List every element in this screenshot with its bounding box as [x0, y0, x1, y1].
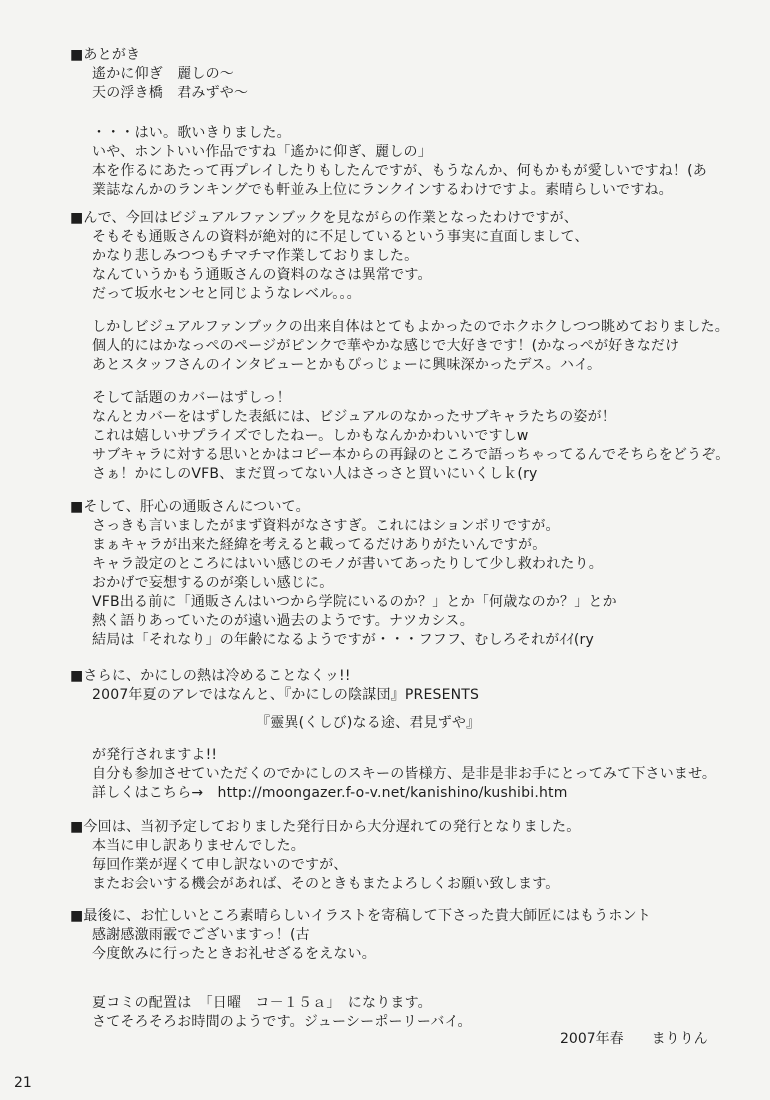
text-line: さっきも言いましたがまず資料がなさすぎ。これにはションボリですが。: [92, 518, 560, 534]
text-line: が発行されますよ!!: [92, 747, 218, 763]
text-line: ■あとがき: [70, 47, 141, 63]
text-line: そして話題のカバーはずしっ！: [92, 390, 291, 406]
signature-date: 2007年春: [560, 1031, 624, 1047]
text-line: 毎回作業が遅くて申し訳ないのですが、: [92, 857, 348, 873]
text-line: 『靈異(くしび)なる途、君見ずや』: [256, 715, 481, 731]
text-line: 本当に申し訳ありませんでした。: [92, 838, 305, 854]
text-line: なんとカバーをはずした表紙には、ビジュアルのなかったサブキャラたちの姿が！: [92, 409, 616, 425]
text-line: さぁ！かにしのVFB、まだ買ってない人はさっさと買いにいくしｋ(ry: [92, 466, 538, 482]
text-line: ■最後に、お忙しいところ素晴らしいイラストを寄稿して下さった貴大師匠にはもうホント: [70, 908, 652, 924]
paragraph: [70, 318, 760, 375]
paragraph: [70, 994, 760, 1032]
text-line: ■今回は、当初予定しておりました発行日から大分遅れての発行となりました。: [70, 819, 581, 835]
text-line: 詳しくはこちら→ http://moongazer.f-o-v.net/kanishino/kushibi.htm: [92, 785, 568, 801]
text-line: VFB出る前に「通販さんはいつから学院にいるのか？」とか「何歳なのか？」とか: [92, 594, 617, 610]
paragraph: [70, 46, 760, 103]
text-line: 今度飲みに行ったときお礼せざるをえない。: [92, 946, 376, 962]
paragraph: [70, 907, 760, 964]
text-line: そもそも通販さんの資料が絶対的に不足しているという事実に直面しまして、: [92, 229, 589, 245]
text-line: あとスタッフさんのインタビューとかもぴっじょーに興味深かったデス。ハイ。: [92, 357, 602, 373]
text-line: サブキャラに対する思いとかはコピー本からの再録のところで語っちゃってるんでそちらをどうぞ。: [92, 447, 730, 463]
signature: [560, 1028, 708, 1048]
text-line: 本を作るにあたって再プレイしたりもしたんですが、もうなんか、何もかもが愛しいですね！(あ: [92, 163, 707, 179]
text-line: 夏コミの配置は 「日曜 コ－１５ａ」 になります。: [92, 995, 432, 1011]
page-number: 21: [14, 1075, 32, 1091]
text-line: いや、ホントいい作品ですね「遙かに仰ぎ、麗しの」: [92, 144, 432, 160]
text-line: ・・・はい。歌いきりました。: [92, 125, 291, 141]
text-line: ■さらに、かにしの熱は冷めることなくッ!!: [70, 668, 351, 684]
paragraph: [70, 209, 760, 304]
text-line: 自分も参加させていただくのでかにしのスキーの皆様方、是非是非お手にとってみて下さいませ。: [92, 766, 717, 782]
text-line: 結局は「それなり」の年齢になるようですが・・・フフフ、むしろそれがｲｲ(ry: [92, 632, 594, 648]
paragraph: [70, 498, 760, 650]
text-line: かなり悲しみつつもチマチマ作業しておりました。: [92, 248, 419, 264]
text-line: しかしビジュアルファンブックの出来自体はとてもよかったのでホクホクしつつ眺めておりました。: [92, 319, 729, 335]
paragraph: [70, 818, 760, 894]
text-line: ■んで、今回はビジュアルファンブックを見ながらの作業となったわけですが、: [70, 210, 579, 226]
paragraph: [70, 667, 760, 705]
text-line: 遙かに仰ぎ 麗しの～: [92, 66, 234, 82]
text-line: なんていうかもう通販さんの資料のなさは異常です。: [92, 267, 432, 283]
text-line: 個人的にはかなっぺのページがピンクで華やかな感じで大好きです！(かなっぺが好きなだけ: [92, 338, 680, 354]
text-line: またお会いする機会があれば、そのときもまたよろしくお願い致します。: [92, 876, 560, 892]
paragraph: [70, 714, 760, 733]
text-line: ■そして、肝心の通販さんについて。: [70, 499, 310, 515]
paragraph: [70, 389, 760, 484]
text-line: これは嬉しいサプライズでしたねー。しかもなんかかわいいですしw: [92, 428, 529, 444]
text-line: 天の浮き橋 君みずや～: [92, 85, 249, 101]
paragraph: [70, 124, 760, 200]
text-line: 2007年夏のアレではなんと、『かにしの陰謀団』PRESENTS: [92, 687, 480, 703]
text-line: 熱く語りあっていたのが遠い過去のようです。ナツカシス。: [92, 613, 474, 629]
text-line: おかげで妄想するのが楽しい感じに。: [92, 575, 334, 591]
text-line: だって坂水センセと同じようなレベル。。。: [92, 286, 361, 302]
signature-author: まりりん: [651, 1031, 708, 1047]
text-line: 業誌なんかのランキングでも軒並み上位にランクインするわけですよ。素晴らしいですね。: [92, 182, 673, 198]
text-line: さてそろそろお時間のようです。ジューシーポーリーバイ。: [92, 1014, 472, 1030]
text-line: 感謝感激雨霰でございますっ！(古: [92, 927, 310, 943]
paragraph: [70, 746, 760, 803]
text-line: キャラ設定のところにはいい感じのモノが書いてあったりして少し救われたり。: [92, 556, 603, 572]
text-line: まぁキャラが出来た経緯を考えると載ってるだけありがたいんですが。: [92, 537, 547, 553]
